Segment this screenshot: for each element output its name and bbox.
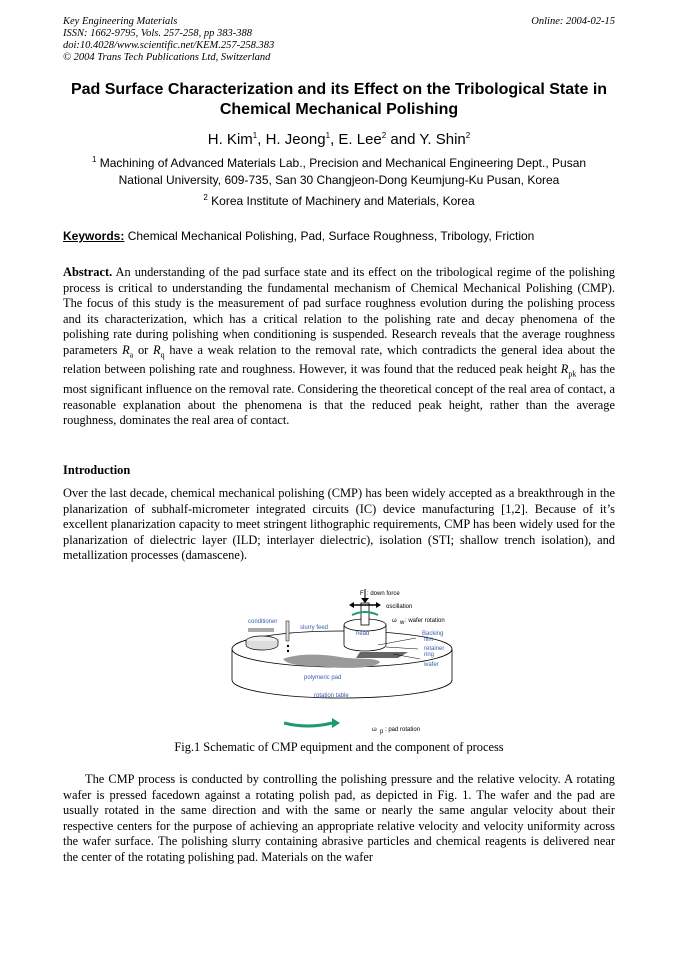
body-paragraph: The CMP process is conducted by controlling the polishing pressure and the relative velocity. A rotating wafer is pressed facedown against a rotating polish pad, as depicted in Fig. 1. The wafer and the pad are usually rotated in the same direction and with the same or nearly the same angular velocity about their respective centers for the purpose of achieving an appropriate relative velocity and velocity uniformity across the wafer surface. The polishing slurry containing abrasive particles and chemical reagents is delivered near the center of the rotating polishing pad. Materials on the wafer [63,772,615,864]
pad-rotation-arrow [284,723,332,726]
label-force: F [360,591,364,597]
label-omega-p-sub: p [380,729,384,735]
label-ring: ring [424,652,435,658]
label-omega-w: ω [392,618,397,624]
author-name: E. Lee [338,131,382,148]
online-date: Online: 2004-02-15 [531,16,615,27]
symbol-rq-sub: q [160,349,165,359]
author-affil-mark: 1 [325,131,331,140]
label-table: rotation table [314,693,349,699]
label-omega-p-desc: : pad rotation [385,727,421,733]
label-film: film [424,637,434,643]
abstract-or: or [137,342,149,357]
slurry-drop [287,645,289,647]
abstract-text: has the most significant influence on the removal rate. Considering the theoretical concept of the real area of contact, a reasonable explanation about the phenomena is that the reduced peak height, rather than the average roughness, dominates the real area of contact. [63,362,615,428]
label-conditioner: conditioner [248,619,278,625]
author-separator: , [257,131,266,148]
symbol-ra: R [122,342,130,357]
abstract-label: Abstract. [63,265,113,279]
label-oscillation: oscillation [386,604,413,610]
label-retainer: retainer [424,646,445,652]
slurry-drop [287,650,289,652]
symbol-ra-sub: a [129,349,134,359]
force-arrowhead [361,598,369,603]
section-heading-introduction: Introduction [63,463,131,477]
symbol-rq: R [153,342,161,357]
affiliation-text: Machining of Advanced Materials Lab., Precision and Mechanical Engineering Dept., Pusan National University, 609-735, San 30 Changjeon-Dong Keumjung-Ku Pusan, Korea [99,156,587,187]
label-omega-w-sub: w [400,620,405,626]
doi-line: doi:10.4028/www.scientific.net/KEM.257-258.383 [63,40,275,51]
author-affil-mark: 1 [252,131,258,140]
label-omega-p: ω [372,727,377,733]
oscillation-right-head [376,602,381,608]
keywords [63,229,534,243]
slurry-nozzle [286,621,289,641]
author-separator: , [330,131,339,148]
abstract-text: An understanding of the pad surface state and its effect on the tribological regime of the polishing process is critical to understanding the fundamental mechanism of Chemical Mechanical Polishing (CMP). The focus of this study is the measurement of pad surface roughness evolution during the polishing process and its characterization, which has a critical relation to the polishing rate and decay phenomena of the polishing rate during polishing when conditioning is suspended. Research reveals that the average roughness parameters [63,265,615,357]
label-wafer: wafer [424,662,439,668]
pad-rotation-arrowhead [332,718,340,728]
author-affil-mark: 2 [381,131,387,140]
abstract-text: have a weak relation to the removal rate, which contradicts the general idea about the relation between polishing rate and roughness. However, it was found that the reduced peak height [63,342,615,377]
conditioner-base [246,641,278,650]
affiliation-mark: 1 [91,155,97,164]
author-affil-mark: 2 [465,131,471,140]
author-name: Y. Shin [419,131,466,148]
author-name: H. Kim [207,131,253,148]
affiliation-2 [70,193,608,210]
author-list [60,131,618,148]
author-name: H. Jeong [265,131,326,148]
paper-title: Pad Surface Characterization and its Effect on the Tribological State in Chemical Mechanical Polishing [70,81,608,118]
issn-line: ISSN: 1662-9795, Vols. 257-258, pp 383-388 [63,28,252,39]
introduction-text: Over the last decade, chemical mechanical polishing (CMP) has been widely accepted as a breakthrough in the planarization of subhalf-micrometer integrated circuits (IC) device manufacturing [1,2]. Because of it’s excellent planarization capacity to meet stringent lithographic requirements, CMP has been widely used for the planarization of dielectric layer (ILD; interlayer dielectric), isolation (STI; shallow trench isolation), and metallization processes (damascene). [63,486,615,562]
cmp-schematic-figure [228,583,456,735]
symbol-rpk-sub: pk [568,369,577,379]
label-pad: polymeric pad [304,675,342,681]
figure-caption: Fig.1 Schematic of CMP equipment and the component of process [174,740,504,754]
abstract [63,265,615,429]
spindle [361,603,369,625]
journal-name: Key Engineering Materials [63,16,178,27]
keywords-label: Keywords: [63,229,125,243]
label-omega-w-desc: : wafer rotation [405,618,445,624]
label-head: head [356,631,370,637]
affiliation-mark: 2 [203,193,208,202]
copyright-line: © 2004 Trans Tech Publications Ltd, Switzerland [63,52,271,63]
label-backing: Backing [422,631,444,637]
affiliation-1 [70,155,608,189]
symbol-rpk: R [560,362,569,377]
affiliation-text: Korea Institute of Machinery and Materials, Korea [211,194,475,208]
label-slurry: slurry feed [300,625,329,631]
conditioner-arrow [248,628,274,632]
journal-header [63,16,274,64]
oscillation-left-head [349,602,354,608]
keywords-text: Chemical Mechanical Polishing, Pad, Surface Roughness, Tribology, Friction [127,229,535,243]
author-separator: and [386,131,420,148]
label-force-desc: : down force [367,591,400,597]
